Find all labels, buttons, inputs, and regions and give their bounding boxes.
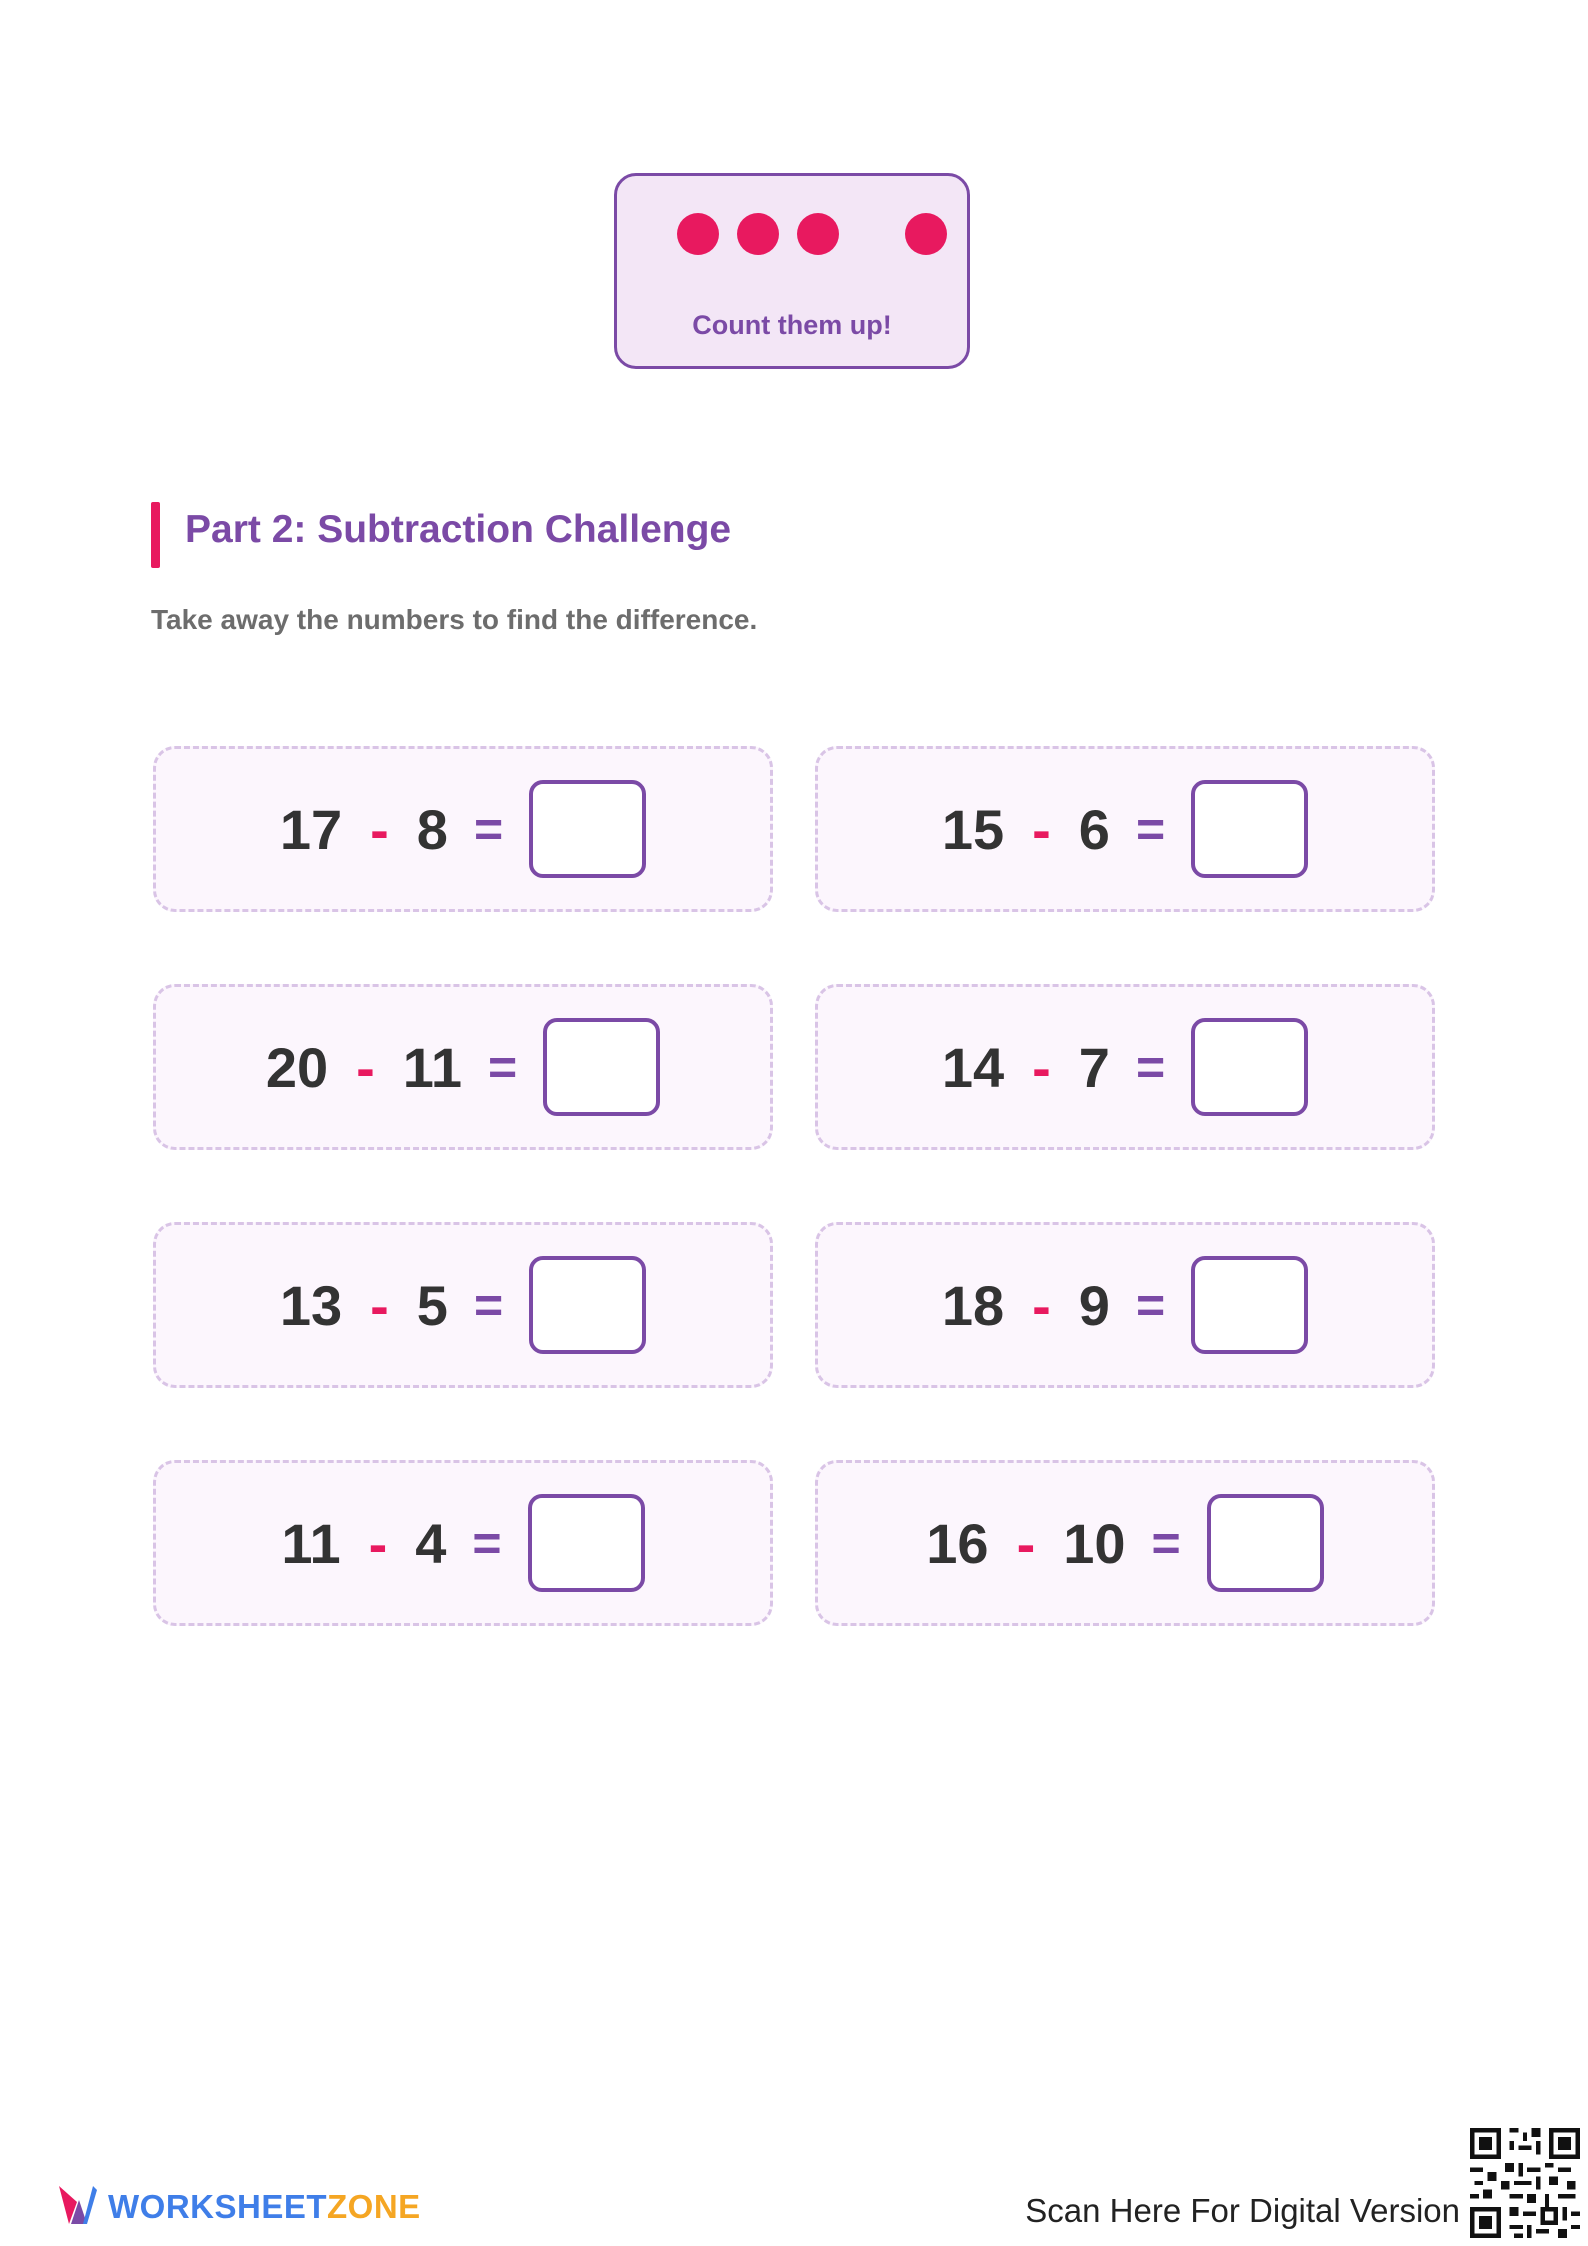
minuend: 16	[926, 1511, 989, 1575]
minuend: 14	[941, 1035, 1005, 1099]
problem-card	[153, 1222, 773, 1388]
answer-box[interactable]	[543, 1018, 660, 1116]
equals-sign: =	[1151, 1515, 1181, 1571]
minus-sign: -	[356, 1035, 375, 1099]
minuend: 18	[941, 1273, 1005, 1337]
subtrahend: 11	[402, 1035, 462, 1099]
answer-box[interactable]	[529, 780, 646, 878]
equals-sign: =	[1135, 1277, 1166, 1333]
minuend: 17	[279, 797, 343, 861]
minuend: 11	[281, 1511, 341, 1575]
equals-sign: =	[473, 801, 504, 857]
subtrahend: 4	[415, 1511, 447, 1575]
equals-sign: =	[1135, 801, 1166, 857]
hint-caption: Count them up!	[692, 310, 892, 340]
problem-card	[153, 746, 773, 912]
subtrahend: 10	[1063, 1511, 1126, 1575]
subtrahend: 9	[1078, 1273, 1110, 1337]
subtrahend: 5	[416, 1273, 448, 1337]
scan-caption: Scan Here For Digital Version	[1025, 2192, 1460, 2229]
minus-sign: -	[1032, 1273, 1051, 1337]
equals-sign: =	[1135, 1039, 1166, 1095]
minus-sign: -	[370, 1273, 389, 1337]
subtrahend: 7	[1078, 1035, 1110, 1099]
dot	[677, 213, 719, 255]
brand-name	[108, 2188, 421, 2226]
minus-sign: -	[1016, 1511, 1036, 1575]
minus-sign: -	[1032, 1035, 1051, 1099]
qr-code-icon[interactable]	[1470, 2128, 1580, 2238]
problem-card	[815, 984, 1435, 1150]
instructions: Take away the numbers to find the difference.	[151, 604, 758, 635]
equals-sign: =	[487, 1039, 518, 1095]
minuend: 15	[941, 797, 1005, 861]
problem-card	[153, 984, 773, 1150]
answer-box[interactable]	[1191, 1018, 1308, 1116]
subtrahend: 8	[416, 797, 448, 861]
counting-dots	[677, 213, 947, 255]
brand-name-part1: WORKSHEET	[108, 2188, 327, 2225]
section-title: Part 2: Subtraction Challenge	[185, 508, 732, 551]
dot	[737, 213, 779, 255]
answer-box[interactable]	[1207, 1494, 1324, 1592]
minus-sign: -	[368, 1511, 388, 1575]
dot	[797, 213, 839, 255]
dot	[905, 213, 947, 255]
problem-card	[815, 746, 1435, 912]
problem-card	[815, 1222, 1435, 1388]
equals-sign: =	[472, 1515, 502, 1571]
worksheetzone-logo-icon	[57, 2178, 97, 2232]
answer-box[interactable]	[529, 1256, 646, 1354]
answer-box[interactable]	[528, 1494, 645, 1592]
equals-sign: =	[473, 1277, 504, 1333]
brand-name-part2: ZONE	[327, 2188, 421, 2225]
problem-card	[153, 1460, 773, 1626]
problem-card	[815, 1460, 1435, 1626]
minus-sign: -	[370, 797, 389, 861]
answer-box[interactable]	[1191, 1256, 1308, 1354]
section-accent-bar	[151, 502, 160, 568]
hint-box	[614, 173, 970, 369]
minuend: 13	[279, 1273, 343, 1337]
minus-sign: -	[1032, 797, 1051, 861]
subtrahend: 6	[1078, 797, 1110, 861]
minuend: 20	[265, 1035, 329, 1099]
answer-box[interactable]	[1191, 780, 1308, 878]
